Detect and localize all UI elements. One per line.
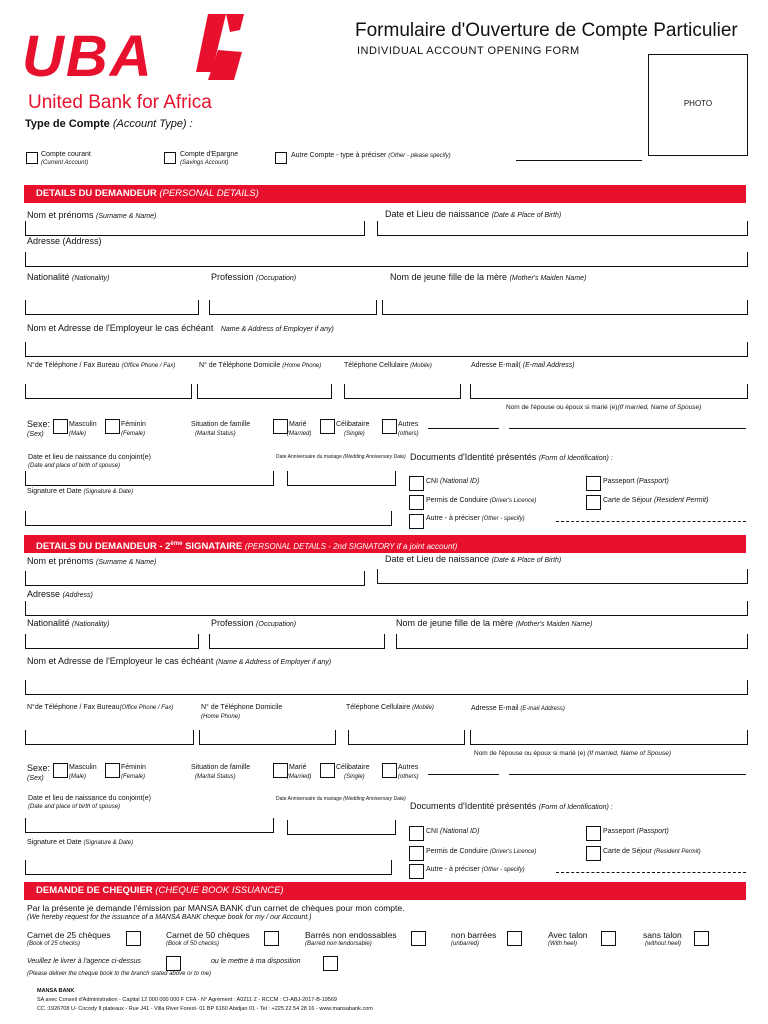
s2-sex-label-en: (Sex) [27, 775, 44, 782]
s2-profession-label: Profession (Occupation) [211, 618, 297, 628]
s2-checkbox-licence[interactable] [409, 846, 424, 861]
deliver-branch-label: Veuillez le livrer à l'agence ci-dessus [27, 958, 141, 965]
checkbox-cheque-noheel[interactable] [694, 931, 709, 946]
s1-spouse-dob-input[interactable] [25, 471, 274, 486]
s2-male-label-en: (Male) [69, 774, 87, 780]
s2-wedding-input[interactable] [287, 820, 396, 835]
s2-dob-label: Date et Lieu de naissance (Date & Place of Birth) [385, 554, 562, 564]
s2-other-id-label: Autre - à préciser (Other - specify) [426, 866, 525, 873]
s1-married-label-en: (Married) [287, 431, 312, 437]
current-account-label-en: (Current Account) [41, 160, 89, 166]
s1-maiden-input[interactable] [382, 300, 748, 315]
s2-others-input[interactable] [428, 774, 499, 775]
checkbox-deliver-me[interactable] [323, 956, 338, 971]
s2-residence-label: Carte de Séjour (Resident Permit) [603, 848, 701, 855]
s2-checkbox-married[interactable] [273, 763, 288, 778]
uba-logo-mark-icon [178, 12, 248, 84]
s1-male-label-en: (Male) [69, 431, 87, 437]
s2-name-label: Nom et prénoms (Surname & Name) [27, 556, 157, 566]
s2-spouse-name-input[interactable] [509, 774, 746, 775]
section-personal-details-header: DETAILS DU DEMANDEUR (PERSONAL DETAILS) [24, 185, 746, 203]
other-account-input[interactable] [516, 160, 642, 161]
s1-married-label: Marié [289, 421, 307, 428]
s2-female-label: Féminin [121, 764, 146, 771]
checkbox-cheque-crossed[interactable] [411, 931, 426, 946]
footer-line-2: CC :1926708 U- Cocody II plateaux - Rue J41 - Villa River Forest- 01 BP 6160 Abidjan 01 - Tel : +225 22 54 28 16 - www.mansabank.com [37, 1006, 373, 1012]
deliver-label-en: (Please deliver the cheque book to the branch stated above or to me) [27, 971, 212, 977]
s1-signature-label: Signature et Date (Signature & Date) [27, 488, 134, 495]
s2-others-label: Autres [398, 764, 419, 771]
s1-address-input[interactable] [25, 252, 748, 267]
s1-other-id-label: Autre - à préciser (Other - specify) [426, 515, 525, 522]
s2-phone-office-label: N°de Téléphone / Fax Bureau(Office Phone / Fax) [27, 704, 174, 711]
s2-single-label: Célibataire [336, 764, 370, 771]
s2-nationality-input[interactable] [25, 634, 199, 649]
s1-residence-label: Carte de Séjour (Resident Permit) [603, 497, 709, 504]
cheque-noheel-label: sans talon [643, 930, 682, 940]
other-account-label: Autre Compte - type à préciser (Other - please specify) [291, 152, 451, 159]
s2-profession-input[interactable] [209, 634, 385, 649]
s2-passport-label: Passeport (Passport) [603, 828, 669, 835]
s1-others-label-en: (others) [398, 431, 419, 437]
s1-female-label-en: (Female) [121, 431, 146, 437]
s2-address-label: Adresse (Address) [27, 589, 93, 599]
s1-checkbox-others[interactable] [382, 419, 397, 434]
s2-nationality-label: Nationalité (Nationality) [27, 618, 110, 628]
s1-spouse-name-input[interactable] [509, 428, 746, 429]
s2-signature-input[interactable] [25, 860, 392, 875]
s1-marital-label: Situation de famille [191, 421, 251, 428]
s1-mobile-label: Téléphone Cellulaire (Mobile) [344, 362, 432, 369]
s2-spouse-dob-input[interactable] [25, 818, 274, 833]
s2-spouse-dob-label-en: (Date and place of birth of spouse) [28, 804, 121, 810]
s2-sex-label: Sexe: [27, 763, 51, 773]
cheque-heel-label: Avec talon [548, 930, 588, 940]
s2-male-label: Masculin [69, 764, 97, 771]
cheque-heel-label-en: (With heel) [548, 941, 577, 947]
photo-box[interactable] [648, 54, 748, 156]
s2-email-label: Adresse E-mail (E-mail Address) [471, 705, 565, 712]
s1-cni-label: CNI (National ID) [426, 478, 480, 485]
uba-logo [22, 24, 154, 89]
s1-checkbox-female[interactable] [105, 419, 120, 434]
s2-marital-label-en: (Marital Status) [195, 774, 236, 780]
s2-marital-label: Situation de famille [191, 764, 251, 771]
s1-phone-office-label: N°de Téléphone / Fax Bureau (Office Phone / Fax) [27, 362, 176, 369]
s1-licence-label: Permis de Conduire (Driver's Licence) [426, 497, 537, 504]
s1-checkbox-licence[interactable] [409, 495, 424, 510]
s2-spouse-name-label: Nom de l'épouse ou époux si marié (e) (If married, Name of Spouse) [474, 750, 672, 757]
s1-nationality-label: Nationalité (Nationality) [27, 272, 110, 282]
s2-checkbox-female[interactable] [105, 763, 120, 778]
bank-name: United Bank for Africa [28, 92, 212, 113]
s2-checkbox-cni[interactable] [409, 826, 424, 841]
s1-dob-input[interactable] [377, 221, 748, 236]
s2-checkbox-others[interactable] [382, 763, 397, 778]
s2-maiden-label: Nom de jeune fille de la mère (Mother's Maiden Name) [396, 618, 593, 628]
s1-checkbox-married[interactable] [273, 419, 288, 434]
s2-others-label-en: (others) [398, 774, 419, 780]
s2-mobile-input[interactable] [348, 730, 465, 745]
form-title: Formulaire d'Ouverture de Compte Particulier [355, 20, 738, 41]
checkbox-savings-account[interactable] [164, 152, 176, 164]
s1-profession-label: Profession (Occupation) [211, 272, 297, 282]
s1-email-input[interactable] [470, 384, 748, 399]
s1-name-input[interactable] [25, 221, 365, 236]
cheque-noheel-label-en: (without heel) [645, 941, 682, 947]
checkbox-cheque-heel[interactable] [601, 931, 616, 946]
s1-employer-label: Nom et Adresse de l'Employeur le cas échéant Name & Address of Employer if any) [27, 323, 334, 333]
s1-other-id-input[interactable] [556, 521, 746, 522]
s1-checkbox-cni[interactable] [409, 476, 424, 491]
s2-married-label-en: (Married) [287, 774, 312, 780]
s2-female-label-en: (Female) [121, 774, 146, 780]
checkbox-cheque-25[interactable] [126, 931, 141, 946]
s2-name-input[interactable] [25, 571, 365, 586]
s2-checkbox-single[interactable] [320, 763, 335, 778]
s2-maiden-input[interactable] [396, 634, 748, 649]
s2-employer-input[interactable] [25, 680, 748, 695]
cheque-50-label-en: (Book of 50 checks) [166, 941, 220, 947]
s1-phone-home-label: N° de Téléphone Domicile (Home Phone) [199, 362, 322, 369]
s2-checkbox-other-id[interactable] [409, 864, 424, 879]
s1-sex-label-en: (Sex) [27, 431, 44, 438]
s1-female-label: Féminin [121, 421, 146, 428]
s2-phone-home-label: N° de Téléphone Domicile [201, 704, 283, 711]
s2-employer-label: Nom et Adresse de l'Employeur le cas échéant (Name & Address of Employer if any) [27, 656, 332, 666]
section-cheque-book-header: DEMANDE DE CHEQUIER (CHEQUE BOOK ISSUANCE) [24, 882, 746, 900]
s1-maiden-label: Nom de jeune fille de la mère (Mother's Maiden Name) [390, 272, 587, 282]
s2-dob-input[interactable] [377, 569, 748, 584]
s2-checkbox-residence[interactable] [586, 846, 601, 861]
s1-name-label: Nom et prénoms (Surname & Name) [27, 210, 157, 220]
s2-other-id-input[interactable] [556, 872, 746, 873]
checkbox-deliver-branch[interactable] [166, 956, 181, 971]
savings-account-label: Compte d'Epargne [180, 151, 239, 158]
checkbox-current-account[interactable] [26, 152, 38, 164]
s1-spouse-dob-label-en: (Date and place of birth of spouse) [28, 463, 121, 469]
footer-line-1: SA avec Conseil d'Administration - Capital 12 000 000 000 F CFA - N° Agrément : A0211 Z - RCCM : CI-ABJ-2017-B-19569 [37, 997, 337, 1003]
s1-dob-label: Date et Lieu de naissance (Date & Place of Birth) [385, 209, 562, 219]
logo-text: UBA [22, 24, 154, 89]
s1-wedding-input[interactable] [287, 471, 396, 486]
footer-bank-name: MANSA BANK [37, 988, 75, 994]
s2-address-input[interactable] [25, 601, 748, 616]
savings-account-label-en: (Savings Account) [180, 160, 229, 166]
cheque-request-text: Par la présente je demande l'émission par MANSA BANK d'un carnet de chèques pour mon compte. [27, 903, 405, 913]
s2-single-label-en: (Single) [344, 774, 365, 780]
s2-checkbox-male[interactable] [53, 763, 68, 778]
s1-email-label: Adresse E-mail( (E-mail Address) [471, 362, 575, 369]
s1-single-label: Célibataire [336, 421, 370, 428]
s2-phone-home-input[interactable] [199, 730, 336, 745]
s1-checkbox-residence[interactable] [586, 495, 601, 510]
s1-checkbox-passport[interactable] [586, 476, 601, 491]
s1-single-label-en: (Single) [344, 431, 365, 437]
s1-checkbox-male[interactable] [53, 419, 68, 434]
cheque-crossed-label: Barrés non endossables [305, 930, 397, 940]
s2-id-docs-label: Documents d'Identité présentés (Form of Identification) : [410, 801, 613, 811]
cheque-uncrossed-label-en: (unbarred) [451, 941, 480, 947]
deliver-me-label: ou le mettre à ma disposition [211, 958, 301, 965]
s2-licence-label: Permis de Conduire (Driver's Licence) [426, 848, 537, 855]
s2-married-label: Marié [289, 764, 307, 771]
s2-phone-home-label-en: (Home Phone) [201, 714, 241, 720]
cheque-crossed-label-en: (Barred non tendorsable) [305, 941, 372, 947]
form-title-en: INDIVIDUAL ACCOUNT OPENING FORM [357, 45, 580, 57]
s1-address-label: Adresse (Address) [27, 236, 102, 246]
s1-spouse-dob-label: Date et lieu de naissance du conjoint(e) [28, 454, 151, 461]
s2-phone-office-input[interactable] [25, 730, 194, 745]
s2-cni-label: CNI (National ID) [426, 828, 480, 835]
s1-male-label: Masculin [69, 421, 97, 428]
s2-mobile-label: Téléphone Cellulaire (Mobile) [346, 704, 434, 711]
s2-email-input[interactable] [470, 730, 748, 745]
s1-wedding-label: Date Anniversaire du mariage (Wedding Anniversary Date) [276, 454, 406, 460]
s1-phone-office-input[interactable] [25, 384, 192, 399]
cheque-25-label: Carnet de 25 chèques [27, 930, 111, 940]
s1-nationality-input[interactable] [25, 300, 199, 315]
s1-profession-input[interactable] [209, 300, 377, 315]
cheque-50-label: Carnet de 50 chèques [166, 930, 250, 940]
s1-passport-label: Passeport (Passport) [603, 478, 669, 485]
s1-others-input[interactable] [428, 428, 499, 429]
s1-sex-label: Sexe: [27, 419, 51, 429]
s1-checkbox-other-id[interactable] [409, 514, 424, 529]
s2-spouse-dob-label: Date et lieu de naissance du conjoint(e) [28, 795, 151, 802]
s1-checkbox-single[interactable] [320, 419, 335, 434]
s2-checkbox-passport[interactable] [586, 826, 601, 841]
s1-id-docs-label: Documents d'Identité présentés (Form of Identification) : [410, 452, 613, 462]
s1-employer-input[interactable] [25, 342, 748, 357]
s1-phone-home-input[interactable] [197, 384, 332, 399]
checkbox-cheque-50[interactable] [264, 931, 279, 946]
s1-signature-input[interactable] [25, 511, 392, 526]
s1-others-label: Autres [398, 421, 419, 428]
s2-wedding-label: Date Anniversaire du mariage (Wedding Anniversary Date) [276, 796, 406, 802]
s1-marital-label-en: (Marital Status) [195, 431, 236, 437]
cheque-request-text-en: (We hereby request for the issuance of a MANSA BANK cheque book for my / our Account.) [27, 914, 312, 921]
account-type-label: Type de Compte (Account Type) : [25, 118, 193, 130]
section-second-signatory-header: DETAILS DU DEMANDEUR - 2ème SIGNATAIRE (PERSONAL DETAILS - 2nd SIGNATORY if a joint account) [24, 535, 746, 553]
checkbox-cheque-uncrossed[interactable] [507, 931, 522, 946]
checkbox-other-account[interactable] [275, 152, 287, 164]
cheque-uncrossed-label: non barrées [451, 930, 497, 940]
s1-mobile-input[interactable] [344, 384, 461, 399]
cheque-25-label-en: (Book of 25 checks) [27, 941, 81, 947]
s2-signature-label: Signature et Date (Signature & Date) [27, 839, 134, 846]
photo-label: PHOTO [683, 99, 713, 108]
s1-spouse-name-label: Nom de l'épouse ou époux si marié (e)(If married, Name of Spouse) [506, 404, 702, 411]
current-account-label: Compte courant [41, 151, 91, 158]
